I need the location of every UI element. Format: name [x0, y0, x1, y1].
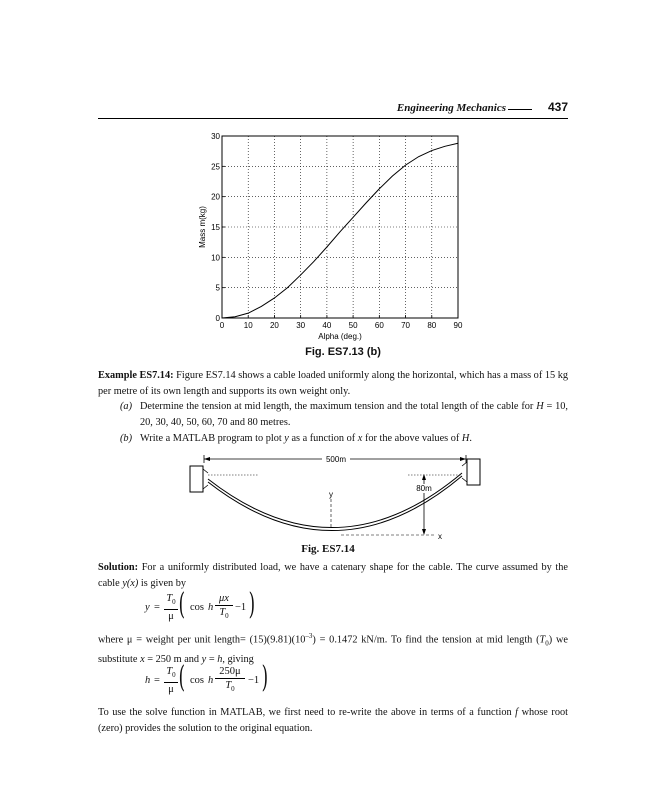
eq2-close-paren: ) [261, 660, 269, 695]
x-tick-label: 40 [322, 321, 332, 330]
final-text-1: To use the solve function in MATLAB, we first need to re-write the above in terms of a function [98, 707, 512, 718]
eq2-cos: cos [190, 675, 204, 686]
eq2-equals: = [154, 675, 160, 686]
eq1-cos: cos [190, 602, 204, 613]
where-text-6: , giving [222, 653, 254, 665]
x-tick-label: 60 [374, 321, 384, 330]
page-number: 437 [547, 100, 568, 114]
example-title: Example ES7.14: [98, 370, 174, 381]
eq2-lhs: h [145, 675, 151, 686]
x-tick-label: 20 [269, 321, 279, 330]
where-exponent: –3 [305, 632, 313, 640]
eq1-close-paren: ) [248, 587, 256, 622]
x-tick-label: 30 [296, 321, 306, 330]
page-header [98, 100, 568, 119]
eq2-frac-den: μ [168, 684, 174, 696]
where-text-4: = 250 m and [147, 653, 200, 665]
eq2-fraction [164, 665, 178, 696]
item-b-period: . [469, 433, 472, 444]
mass-alpha-chart [196, 126, 476, 346]
eq2-inner-num: 250μ [215, 665, 245, 679]
item-a-values: = 10, 20, 30, 40, 50, 60, 70 and 80 metres. [140, 401, 568, 428]
figure-caption-es7-14: Fig. ES7.14 [301, 543, 355, 555]
y-tick-label: 5 [215, 283, 220, 293]
example-intro [98, 368, 568, 399]
solution-yx: y(x) [122, 577, 139, 589]
item-a-label: (a) [120, 401, 133, 412]
item-b-text-2: as a function of [291, 433, 356, 444]
example-item-a [120, 399, 568, 430]
example-intro-text: Figure ES7.14 shows a cable loaded uniformly along the horizontal, which has a mass of 15 kg per metre of its own length and supports its own weight only. [98, 370, 568, 397]
where-text-3: ) we substitute [98, 634, 568, 665]
y-tick-label: 20 [211, 192, 220, 202]
x-axis-label: x [438, 532, 442, 541]
item-b-label: (b) [120, 433, 133, 444]
eq2-minus-one: −1 [248, 675, 260, 686]
eq1-minus-one: −1 [235, 602, 247, 613]
example-item-b [120, 431, 568, 447]
final-paragraph [98, 705, 568, 736]
eq2-frac-num: T [166, 666, 173, 677]
eq1-frac-num-sub: 0 [172, 598, 176, 607]
eq1-equals: = [154, 602, 160, 613]
item-a-text: Determine the tension at mid length, the maximum tension and the total length of the cable for [140, 401, 534, 412]
eq1-h: h [208, 602, 214, 613]
span-arrow-right [460, 457, 466, 461]
solution-text: For a uniformly distributed load, we have a catenary shape for the cable. The curve assumed by the cable [98, 562, 568, 589]
left-support-bracket [203, 469, 208, 473]
x-tick-label: 10 [243, 321, 253, 330]
final-text-2: whose root (zero) provides the solution to the original equation. [98, 707, 568, 734]
eq1-inner-num: μx [215, 592, 233, 606]
eq2-open-paren: ( [178, 660, 186, 695]
figure-caption-es7-13b: Fig. ES7.13 (b) [305, 346, 381, 358]
solution-paragraph [98, 560, 568, 591]
left-support [190, 466, 203, 492]
where-x: x [140, 653, 145, 665]
header-rule [508, 109, 532, 110]
eq1-open-paren: ( [178, 587, 186, 622]
where-paragraph [98, 629, 568, 667]
eq1-fraction [164, 592, 178, 623]
right-support-bracket-lower [462, 478, 467, 482]
eq1-inner-fraction [215, 592, 233, 623]
final-f: f [515, 707, 519, 718]
y-axis-label: Mass m(kg) [198, 206, 207, 248]
item-b-text-3: for the above values of [364, 433, 460, 444]
item-b-text: Write a MATLAB program to plot [140, 433, 282, 444]
x-tick-label: 0 [219, 321, 225, 330]
where-text-1: where μ = weight per unit length= (15)(9.81)(10 [98, 634, 306, 646]
y-tick-label: 0 [215, 314, 220, 323]
eq2-inner-den: T [225, 680, 232, 691]
where-text-2: ) = 0.1472 kN/m. To find the tension at mid length ( [312, 634, 540, 646]
y-tick-label: 30 [211, 132, 220, 141]
x-axis-label: Alpha (deg.) [318, 332, 362, 341]
left-support-bracket-lower [203, 485, 208, 489]
sag-arrow-up [422, 474, 426, 480]
eq1-lhs: y [145, 602, 150, 613]
eq2-inner-den-sub: 0 [231, 685, 235, 694]
item-b-y: y [284, 433, 289, 444]
sag-arrow-down [422, 529, 426, 535]
eq1-inner-den: T [219, 607, 226, 618]
eq2-inner-fraction [215, 665, 245, 696]
where-y: y [201, 653, 207, 665]
eq2-frac-num-sub: 0 [172, 671, 176, 680]
running-title: Engineering Mechanics [396, 102, 506, 114]
sag-label: 80m [416, 484, 432, 493]
eq1-frac-num: T [166, 593, 173, 604]
x-tick-label: 70 [401, 321, 411, 330]
right-support [467, 459, 480, 485]
where-T: T [539, 634, 546, 646]
where-h: h [217, 653, 223, 665]
cable-diagram [186, 451, 486, 543]
where-T-sub: 0 [545, 639, 549, 648]
span-label: 500m [325, 455, 347, 464]
item-b-variable: H [461, 433, 470, 444]
series-line [222, 143, 458, 318]
eq1-frac-den: μ [168, 611, 174, 623]
y-tick-label: 25 [211, 162, 220, 172]
right-support-bracket [462, 462, 467, 466]
eq1-inner-den-sub: 0 [225, 612, 229, 621]
x-tick-label: 50 [348, 321, 358, 330]
span-arrow-left [204, 457, 210, 461]
item-b-x: x [357, 433, 363, 444]
where-equals: = [208, 653, 215, 665]
y-axis-label: y [329, 490, 333, 499]
y-tick-label: 15 [211, 223, 220, 232]
item-a-variable: H [536, 401, 544, 412]
x-tick-label: 80 [427, 321, 437, 330]
y-tick-label: 10 [211, 253, 220, 263]
solution-text-2: is given by [140, 577, 187, 589]
solution-title: Solution: [98, 562, 139, 573]
eq2-h: h [208, 675, 214, 686]
x-tick-label: 90 [453, 321, 463, 330]
